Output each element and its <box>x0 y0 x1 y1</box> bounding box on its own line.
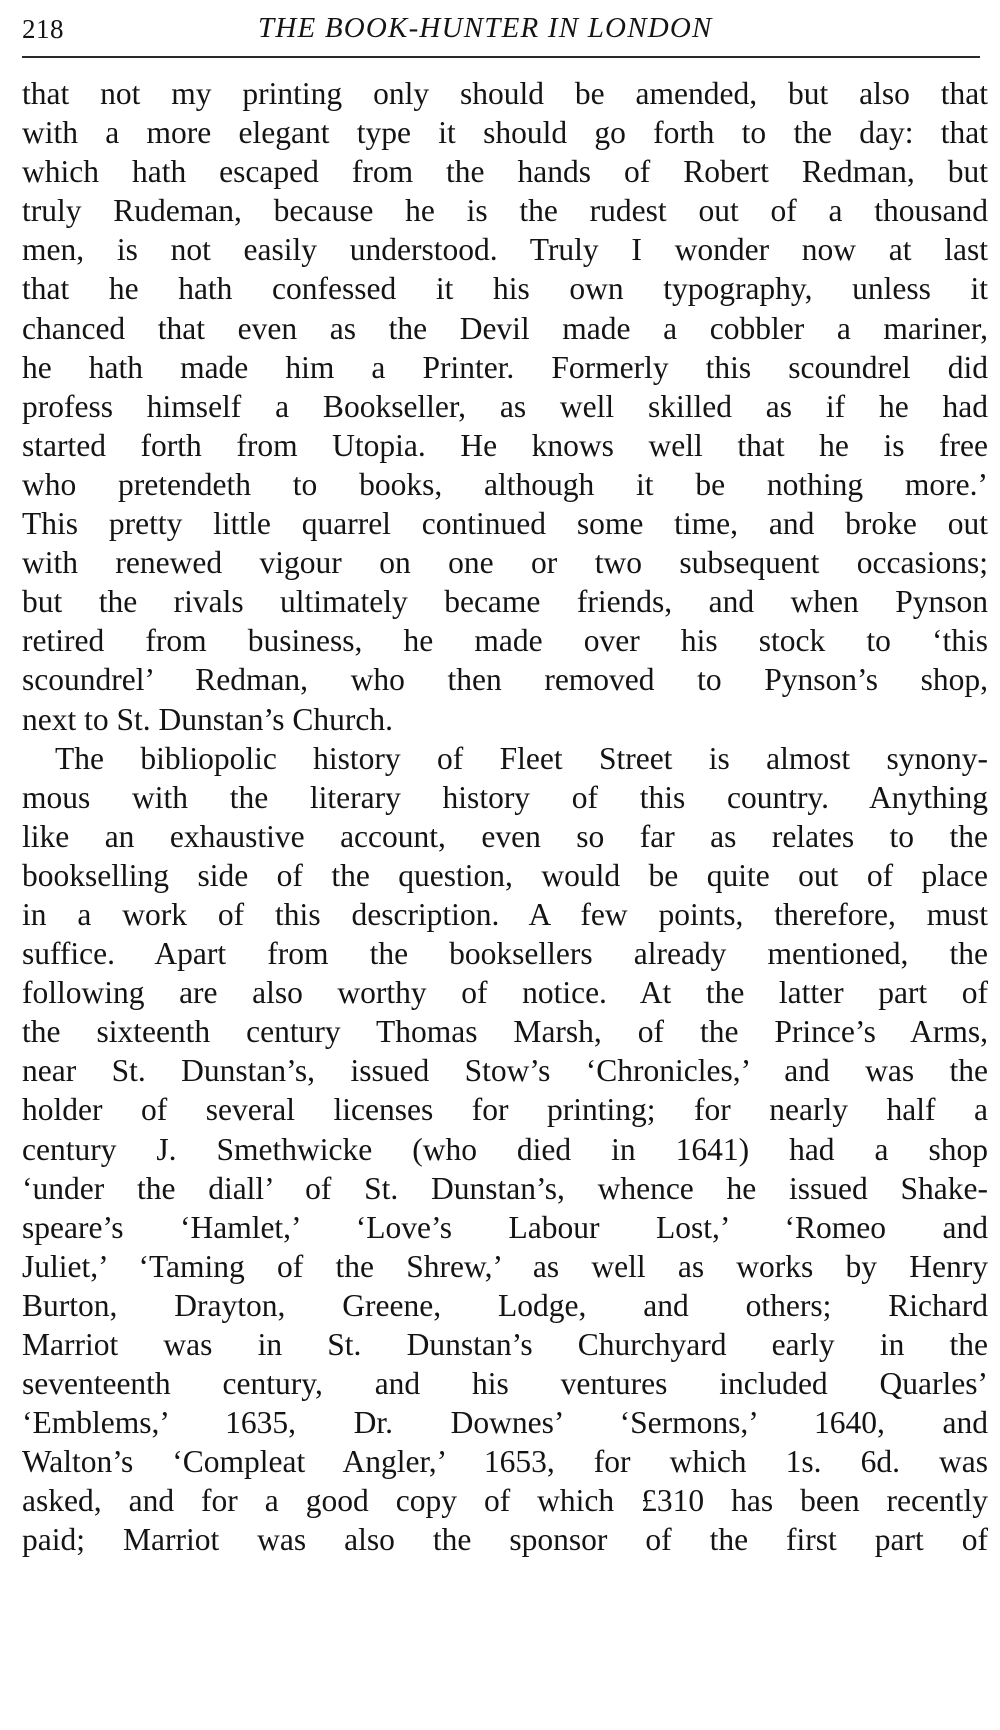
text-line: suffice. Apart from the booksellers already mentioned, the <box>22 936 988 972</box>
text-line: but the rivals ultimately became friends, and when Pynson <box>22 584 988 620</box>
text-line: in a work of this description. A few points, therefore, must <box>22 896 988 932</box>
text-line: holder of several licenses for printing; for nearly half a <box>22 1092 988 1128</box>
text-line: next to St. Dunstan’s Church. <box>22 701 393 737</box>
body-text <box>22 74 988 1560</box>
text-line: near St. Dunstan’s, issued Stow’s ‘Chronicles,’ and was the <box>22 1053 988 1089</box>
text-line: following are also worthy of notice. At the latter part of <box>22 975 988 1011</box>
text-line: Marriot was in St. Dunstan’s Churchyard early in the <box>22 1327 988 1362</box>
text-line: Burton, Drayton, Greene, Lodge, and others; Richard <box>22 1287 988 1323</box>
text-line: who pretendeth to books, although it be nothing more.’ <box>22 466 988 502</box>
text-line: Juliet,’ ‘Taming of the Shrew,’ as well as works by Henry <box>22 1248 988 1284</box>
text-line: The bibliopolic history of Fleet Street is almost synony- <box>55 740 988 776</box>
text-line: he hath made him a Printer. Formerly this scoundrel did <box>22 349 988 385</box>
text-line: ‘under the diall’ of St. Dunstan’s, whence he issued Shake- <box>22 1170 988 1206</box>
text-line: retired from business, he made over his stock to ‘this <box>22 623 988 659</box>
text-line: asked, and for a good copy of which £310 has been recently <box>22 1483 988 1519</box>
text-line: that he hath confessed it his own typography, unless it <box>22 271 988 307</box>
text-line: with renewed vigour on one or two subsequent occasions; <box>22 545 988 581</box>
text-line: bookselling side of the question, would be quite out of place <box>22 857 988 893</box>
header-rule <box>22 56 980 58</box>
text-line: that not my printing only should be amended, but also that <box>22 76 988 111</box>
text-line: profess himself a Bookseller, as well skilled as if he had <box>22 388 988 424</box>
text-line: truly Rudeman, because he is the rudest out of a thousand <box>22 193 988 229</box>
running-head <box>22 12 962 48</box>
text-line: with a more elegant type it should go forth to the day: that <box>22 115 988 151</box>
text-line: mous with the literary history of this country. Anything <box>22 779 988 815</box>
text-line: ‘Emblems,’ 1635, Dr. Downes’ ‘Sermons,’ 1640, and <box>22 1405 988 1441</box>
text-line: scoundrel’ Redman, who then removed to Pynson’s shop, <box>22 662 988 698</box>
text-line: Walton’s ‘Compleat Angler,’ 1653, for which 1s. 6d. was <box>22 1444 988 1480</box>
text-line: speare’s ‘Hamlet,’ ‘Love’s Labour Lost,’ ‘Romeo and <box>22 1209 988 1245</box>
text-line: paid; Marriot was also the sponsor of the first part of <box>22 1522 988 1558</box>
text-line: men, is not easily understood. Truly I wonder now at last <box>22 232 988 268</box>
text-line: the sixteenth century Thomas Marsh, of the Prince’s Arms, <box>22 1014 988 1050</box>
text-line: which hath escaped from the hands of Robert Redman, but <box>22 154 988 190</box>
text-line: chanced that even as the Devil made a cobbler a mariner, <box>22 310 988 346</box>
running-title: THE BOOK-HUNTER IN LONDON <box>258 12 713 44</box>
text-line: started forth from Utopia. He knows well that he is free <box>22 427 988 463</box>
text-line: like an exhaustive account, even so far as relates to the <box>22 818 988 854</box>
text-line: century J. Smethwicke (who died in 1641) had a shop <box>22 1131 988 1167</box>
text-line: seventeenth century, and his ventures included Quarles’ <box>22 1366 988 1402</box>
page-number: 218 <box>22 14 64 44</box>
text-line: This pretty little quarrel continued some time, and broke out <box>22 506 988 542</box>
